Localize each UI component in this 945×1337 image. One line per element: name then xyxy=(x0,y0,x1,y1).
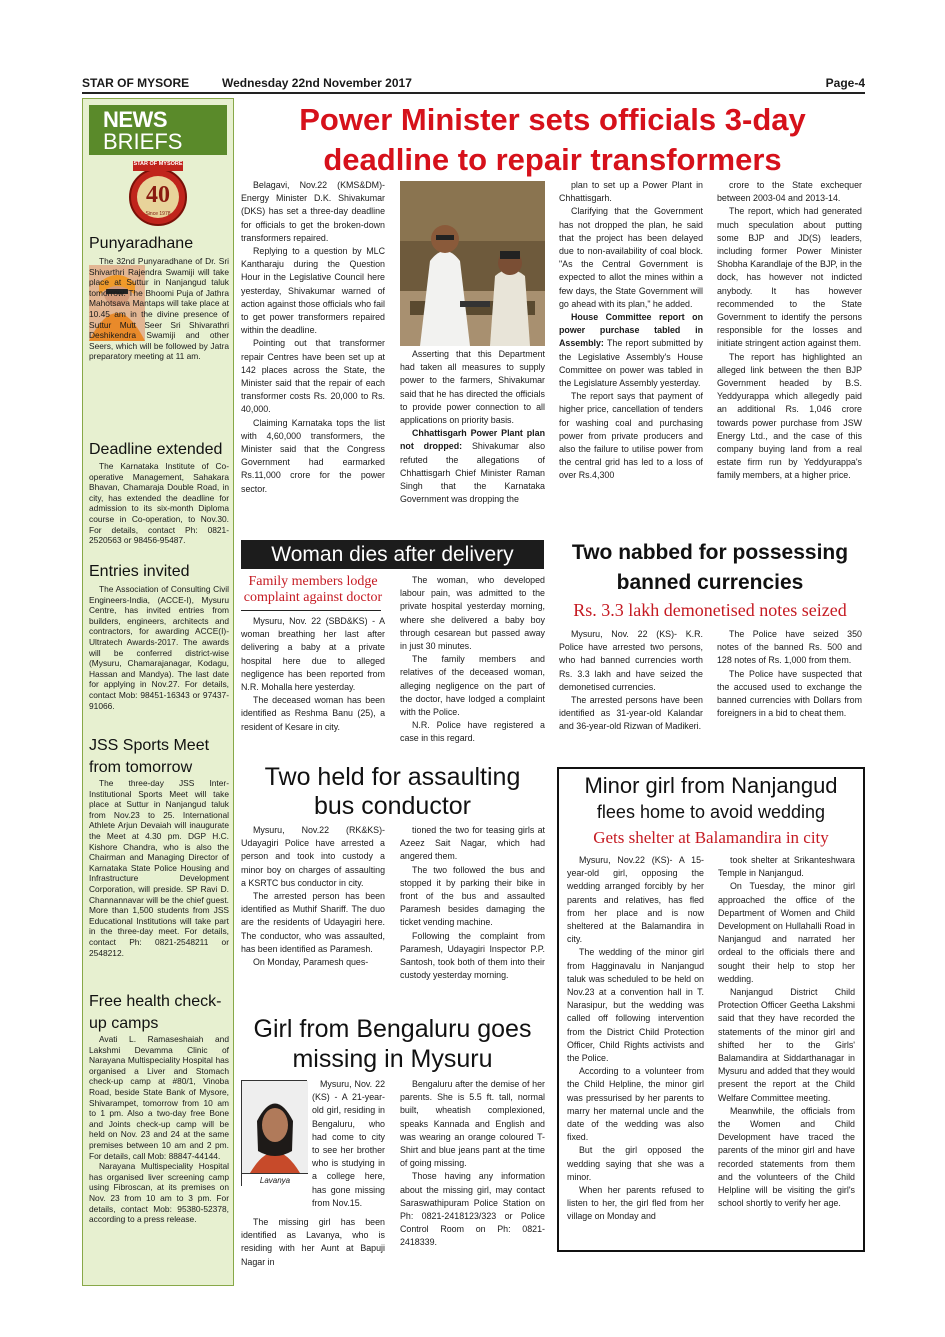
currency-headline xyxy=(557,538,863,598)
minor-col-1 xyxy=(567,854,704,1246)
paragraph: Belagavi, Nov.22 (KMS&DM)- Energy Minister D.K. Shivakumar (DKS) has set a three-day deadline for officials to get the broken-down transformers repaired. xyxy=(241,180,385,243)
paragraph: tioned the two for teasing girls at Azeez Sait Nagar, which had angered them. xyxy=(400,825,545,862)
headline-line: Girl from Bengaluru goes xyxy=(253,1015,532,1043)
paragraph: Asserting that this Department had taken all measures to supply power to the farmers, Shivakumar said that he has directed the officials to provide power connection to all applications on priority basis. xyxy=(400,349,545,426)
brief-title: Entries invited xyxy=(89,563,190,580)
brief-body: The three-day JSS Inter-Institutional Sports Meet will take place at Suttur in Nanjangud taluk from Nov.23 to 25. International Athlete Arjun Devaiah will inaugurate the Meet at 4.30 pm. DGP H.C. Kishore Chandra, who is also the Chairman and Managing Director of Karnataka State Police Housing and Infrastructure Development Corporation, will preside. SP Ravi D. Channannavar will be the chief guest. More than 1,500 students from JSS Educational Institutions will take part in the three-day meet. For details, contact Ph: 0821-2548211 or 2548212. xyxy=(89,778,229,958)
girl-col-2 xyxy=(400,1078,545,1264)
paragraph: Mysuru, Nov.22 (RK&KS)- Udayagiri Police have arrested a person and took into custody a minor boy on charges of assaulting a KSRTC bus conductor in city. xyxy=(241,825,385,888)
masthead xyxy=(82,76,865,92)
paragraph: took shelter at Srikanteshwara Temple in Nanjangud. xyxy=(718,855,855,879)
paragraph: The woman, who developed labour pain, was admitted to the private hospital yesterday morning, where she delivered a baby boy through cesarean but passed away in just 30 minutes. xyxy=(400,575,545,652)
split-text xyxy=(559,628,703,734)
paragraph: The deceased woman has been identified as Reshma Banu (25), a resident of Kesare in city. xyxy=(241,695,385,732)
paragraph: The Police have suspected that the accused used to exchange the banned currencies with Dollars from foreigners in a bid to cheat them. xyxy=(717,668,862,719)
paragraph: Pointing out that transformer repair Centres have been set up at 142 places across the State, the Minister said that the repair of each transformer costs Rs. 20,000 to Rs. 40,000. xyxy=(241,338,385,415)
body-text: Mysuru, Nov. 22 (KS) - A 21-year-old girl, residing in Bengaluru, who had come to city to see her brother who is studying in a college here, has gone missing from Nov.15. xyxy=(312,1079,385,1208)
divider xyxy=(241,610,381,611)
lavanya-photo xyxy=(241,1080,307,1186)
brief-title: Deadline extended xyxy=(89,441,223,458)
split-text: The report submitted by the Legislative Assembly's House Committee on power was tabled in the Legislature Assembly yesterday. xyxy=(559,338,703,389)
paragraph: Claiming Karnataka tops the list with 4,60,000 transformers, the Minister said that the Congress Government had earmarked Rs.11,000 crore for the power sector. xyxy=(241,417,385,494)
headline-line: Two nabbed for possessing xyxy=(571,541,849,564)
paragraph: Nanjangud District Child Protection Officer Geetha Lakshmi said that they have recorded the statements of the minor girl and shifted her to the Girls' Balamandira at Siddarthanagar in Mysuru and added that they would present the report at the Child Welfare Committee meeting. xyxy=(718,987,855,1103)
paragraph: Clarifying that the Government has not dropped the plan, he said that the project has been delayed due to non-availability of coal block. "As the Central Government is expected to allot the mines within a few days, the State Government will go ahead with its plan," he added. xyxy=(559,206,703,309)
split-text xyxy=(400,1078,545,1250)
split-text xyxy=(717,628,862,720)
briefs-label: BRIEFS xyxy=(103,129,183,154)
paragraph: Those having any information about the missing girl, may contact Saraswathipuram Police Station on Ph: 0821-2418123/323 or Police Control Room on Ph: 0821-2418339. xyxy=(400,1171,545,1248)
split-text xyxy=(718,854,855,1210)
masthead-rule xyxy=(82,92,865,94)
paragraph: Following the complaint from Paramesh, Udayagiri Inspector P.P. Santosh, took both of them into their custody yesterday morning. xyxy=(400,930,545,981)
split-text xyxy=(717,179,862,483)
brief-text xyxy=(89,778,229,988)
anniversary-logo xyxy=(127,159,189,233)
headline-line: Minor girl from Nanjangud xyxy=(584,773,838,798)
issue-date: Wednesday 22nd November 2017 xyxy=(222,76,412,90)
paragraph: According to a volunteer from the Child Helpline, the minor girl was pressurised by her parents to marry her maternal uncle and the date of the wedding was also fixed. xyxy=(567,1066,704,1143)
news-label: NEWS xyxy=(103,107,167,132)
paragraph: Bengaluru after the demise of her parents. She is 5.5 ft. tall, normal built, wheatish complexioned, speaks Kannada and English and was wearing an orange coloured T-Shirt and blue jeans pant at the time of going missing. xyxy=(400,1079,545,1169)
brief-title: Free health check-up camps xyxy=(89,993,222,1032)
brief-title: JSS Sports Meet from tomorrow xyxy=(89,737,210,776)
news-briefs-banner xyxy=(89,105,227,155)
paragraph: But the girl opposed the wedding saying that she was a minor. xyxy=(567,1145,704,1182)
headline-line: deadline to repair transformers xyxy=(323,142,782,177)
currency-col-1 xyxy=(559,628,703,758)
paragraph: On Tuesday, the minor girl approached the office of the Department of Women and Child Development on Hullahalli Road in Nanjangud and narrated her ordeal to the officials there and sought their help to stop her wedding. xyxy=(718,881,855,984)
paragraph: The Police have seized 350 notes of the banned Rs. 500 and 128 notes of Rs. 1,000 from them. xyxy=(717,629,862,666)
logo-sub: Since 1978 xyxy=(145,211,171,217)
girl-col-1b xyxy=(241,1216,385,1267)
brief-body: Avati L. Ramaseshaiah and Lakshmi Devamma Clinic of Narayana Multispeciality Hospital has organised a Liver and Stomach check-up camp at #80/1, Vinoba Road, beside State Bank of Mysore, Shivarampet, tomorrow from 10 am to 1 pm. Also a two-day free Bone and Joints check-up camp will be held on Nov. 23 and 24 at the same premises between 10 am and 2 pm. For details, call Mob: 88847-44144. xyxy=(89,1034,229,1161)
bus-headline xyxy=(241,763,544,821)
lead-col-4 xyxy=(717,179,862,529)
paragraph: The report has highlighted an alleged link between the then BJP Government headed by B.S. Yeddyurappa which allegedly paid an additional Rs. 1,046 crore towards power purchase from JSW Energy Ltd., and the case of this company buying land from a real estate firm run by Yeddyurappa's family members, at a higher price. xyxy=(717,351,862,481)
minor-headline xyxy=(559,773,863,825)
woman-col-1 xyxy=(241,615,385,760)
split-text xyxy=(559,179,703,311)
subhead: Chhattisgarh Power Plant plan not dropped: xyxy=(400,428,545,452)
paragraph: The wedding of the minor girl from Hagginavalu in Nanjangud taluk was scheduled to be held on Nov.23 at a convention hall in T. Narasipur, but the wedding was called off following intervention from the District Child Protection Officer, Child Rights activists and the Police. xyxy=(567,947,704,1064)
news-briefs-sidebar xyxy=(82,98,234,1286)
currency-col-2 xyxy=(717,628,862,758)
paragraph: The report says that payment of higher price, cancellation of tenders for washing coal and purchasing power from private producers and also the failure to utilise power from the central grid has led to a loss of over Rs.4,300 xyxy=(559,391,703,481)
photo-caption: Lavanya xyxy=(242,1173,308,1187)
minor-subhead: Gets shelter at Balamandira in city xyxy=(593,828,829,847)
bus-col-1 xyxy=(241,824,385,1010)
paragraph: Mysuru, Nov.22 (KS)- A 15-year-old girl, opposing the wedding arranged forcibly by her parents and relatives, has fled from her place and is now sheltered at the Balamandira in city. xyxy=(567,855,704,945)
brief-text xyxy=(89,1034,229,1286)
paragraph: Replying to a question by MLC Kantharaju during the Question Hour in the Legislative Council here yesterday, Shivakumar warned of action against those officials who fail to get power transformers repaired within the deadline. xyxy=(241,246,385,336)
currency-subhead: Rs. 3.3 lakh demonetised notes seized xyxy=(573,600,847,620)
lead-col-3 xyxy=(559,179,703,529)
woman-col-2 xyxy=(400,574,545,760)
body-text: The missing girl has been identified as Lavanya, who is residing with her Aunt at Bapuji Nagar in xyxy=(241,1217,385,1267)
paragraph: Mysuru, Nov. 22 (SBD&KS) - A woman breathing her last after delivering a baby at a private hospital here due to alleged negligence has been reported from N.R. Mohalla here yesterday. xyxy=(241,616,385,693)
paragraph: The arrested persons have been identified as 31-year-old Kalandar and 36-year-old Rizwan of Madikeri. xyxy=(559,695,703,732)
girl-col-1a xyxy=(312,1078,385,1208)
minister-photo xyxy=(400,181,545,346)
brief-body-2: Narayana Multispeciality Hospital has organised liver screening camp using Fibroscan, at its premises on Nov. 23 from 10 am to 3 pm. For details, contact Mob: 95380-52378, according to a press release. xyxy=(89,1161,229,1225)
paragraph: Meanwhile, the officials from the Women and Child Development have traced the parents of the minor girl and have recorded statements from them and the volunteers of the Child Helpline will be visiting the girl's school shortly to verify her age. xyxy=(718,1105,855,1209)
paper-name: STAR OF MYSORE xyxy=(82,76,190,90)
paragraph: When her parents refused to listen to her, the girl fled from her village on Monday and xyxy=(567,1185,704,1222)
lead-col-2 xyxy=(400,348,545,529)
page-number: Page-4 xyxy=(825,76,865,90)
bus-col-2 xyxy=(400,824,545,1010)
paragraph: crore to the State exchequer between 2003-04 and 2013-14. xyxy=(717,180,862,204)
headline-line: Two held for assaulting xyxy=(264,763,521,791)
lead-headline xyxy=(240,100,865,180)
paragraph: The family members and relatives of the deceased woman, alleging negligence on the part of the doctor, have lodged a complaint with the Police. xyxy=(400,654,545,718)
woman-subhead: Family members lodge complaint against doctor xyxy=(243,574,383,605)
paragraph: The report, which had generated much speculation about putting some BJP and JD(S) leaders, including former Power Minister Shobha Karandlaje of the BJP, in the dock, has however not indicted anybody. It has however recommended to the State Government to identify the persons responsible for the losses and initiate stringent action against them. xyxy=(717,206,862,349)
paragraph: plan to set up a Power Plant in Chhattisgarh. xyxy=(559,180,703,204)
logo-number: 40 xyxy=(146,182,170,208)
brief-text xyxy=(89,584,229,731)
split-text xyxy=(567,854,704,1224)
headline-line: flees home to avoid wedding xyxy=(596,802,826,822)
girl-headline xyxy=(241,1014,544,1074)
brief-text xyxy=(89,256,229,362)
body-text: Shivakumar also refuted the allegations of Chhattisgarh Chief Minister Raman Singh that the Karnataka Government was dropping the xyxy=(400,441,546,505)
brief-body: The Association of Consulting Civil Engineers-India, (ACCE-I), Mysuru Centre, has invited entries from builders, engineers, architects and contractors, for awarding ACCE(I)-Ultratech Awards-2017. The awards will be conferred district-wise (Mysuru, Chamarajanagar, Kodagu, Hassan and Mandya). The last date for applying in Nov.27. For details, contact Mob: 98451-16343 or 97437-91066. xyxy=(89,584,229,711)
split-text xyxy=(400,348,545,427)
split-text xyxy=(241,179,385,496)
brief-body: The Karnataka Institute of Co-operative Management, Sahakara Bhavan, Chamaraja Double Road, in city, has extended the deadline for admission to its six-month Diploma course in Co-operation, to Nov.30. For details, contact Ph: 0821-2520563 or 98456-95487. xyxy=(89,461,229,546)
lead-col-1 xyxy=(241,179,385,529)
headline-line: Power Minister sets officials 3-day xyxy=(299,102,806,137)
split-text xyxy=(241,824,385,969)
brief-body: The 32nd Punyaradhane of Dr. Sri Shivarthri Rajendra Swamiji will take place at Suttur in Nanjangud taluk tomorrow. The Bhoomi Puja of Jathra Mahotsava Mantaps will take place at 10.45 am in the divine presence of Suttur Mutt Seer Sri Shivarathri Deshikendra Swamiji and other Seers, which will be followed by Jatra preparatory meeting at 11 am. xyxy=(89,256,229,362)
paragraph: Mysuru, Nov. 22 (KS)- K.R. Police have arrested two persons, who had banned currencies worth Rs. 3.3 lakh and have seized the demonetised currencies. xyxy=(559,629,703,692)
split-text xyxy=(400,574,545,746)
paragraph: N.R. Police have registered a case in this regard. xyxy=(400,720,545,744)
headline-line: banned currencies xyxy=(616,571,804,594)
paragraph: The two followed the bus and stopped it by parking their bike in front of the bus and assaulted Paramesh besides damaging the ticket vending machine. xyxy=(400,864,545,928)
headline-line: bus conductor xyxy=(313,792,472,820)
headline-line: missing in Mysuru xyxy=(292,1045,493,1073)
subhead: House Committee report on power purchase tabled in Assembly: xyxy=(559,312,703,349)
woman-headline: Woman dies after delivery xyxy=(241,540,544,569)
logo-text: STAR OF MYSORE xyxy=(133,161,183,167)
paragraph: The arrested person has been identified as Muthif Shariff. The duo are the residents of Udayagiri here. The conductor, who was assaulted, has been identified as Paramesh. xyxy=(241,891,385,954)
split-text xyxy=(241,615,385,734)
brief-title: Punyaradhane xyxy=(89,235,194,252)
minor-col-2 xyxy=(718,854,855,1246)
brief-text xyxy=(89,461,229,558)
split-text xyxy=(400,824,545,982)
paragraph: On Monday, Paramesh ques- xyxy=(253,957,369,968)
